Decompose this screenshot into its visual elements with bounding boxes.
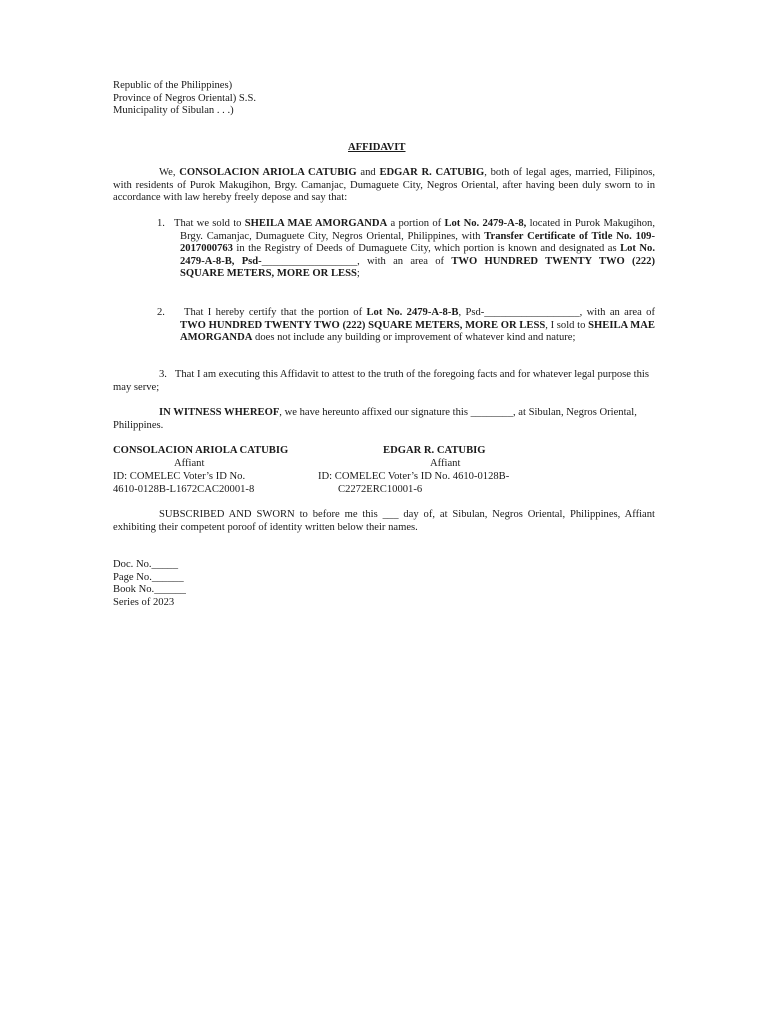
affiant-1-id-line-1: ID: COMELEC Voter’s ID No. (113, 471, 246, 482)
page-number: Page No.______ (113, 571, 184, 583)
doc-number: Doc. No._____ (113, 559, 179, 570)
affiant-2-id-line-2: C2272ERC10001-6 (338, 484, 423, 495)
venue-block (113, 80, 256, 118)
affiant-2-label: Affiant (430, 458, 461, 469)
affiant-1-id-line-2: 4610-0128B-L1672CAC20001-8 (113, 484, 255, 495)
affiant-name-2: EDGAR R. CATUBIG (379, 167, 485, 178)
item-1-text: That we sold to SHEILA MAE AMORGANDA a portion of Lot No. 2479-A-8, located in Purok Makugihon, Brgy. Camanjac, Dumaguete City, Negros Oriental, Philippines, with Transfer Certificate of Title No. 109-2017000763 in the Registry of Deeds of Dumaguete City, which portion is known and designated as Lot No. 2479-A-8-B, Psd-__________________, with an area of TWO HUNDRED TWENTY TWO (222) SQUARE METERS, MORE OR LESS; (174, 218, 655, 280)
notarial-block (113, 559, 186, 609)
affiant-1-name: CONSOLACION ARIOLA CATUBIG (113, 445, 289, 456)
series-year: Series of 2023 (113, 596, 175, 608)
intro-paragraph: We, CONSOLACION ARIOLA CATUBIG and EDGAR R. CATUBIG, both of legal ages, married, Filipinos, with residents of Purok Makugihon, Brgy. Camanjac, Dumaguete City, Negros Oriental, after having been duly sworn to in accordance with law hereby freely depose and say that: (113, 167, 655, 204)
document-title: AFFIDAVIT (348, 142, 406, 153)
affiant-1-label: Affiant (174, 458, 205, 469)
item-2-text: That I hereby certify that the portion of Lot No. 2479-A-8-B, Psd-__________________, with an area of TWO HUNDRED TWENTY TWO (222) SQUARE METERS, MORE OR LESS, I sold to SHEILA MAE AMORGANDA does not include any building or improvement of whatever kind and nature; (180, 307, 655, 344)
item-1-number: 1. (157, 218, 165, 229)
venue-line-1: Republic of the Philippines) (113, 80, 233, 91)
jurat-paragraph: SUBSCRIBED AND SWORN to before me this ___ day of, at Sibulan, Negros Oriental, Philippines, Affiant exhibiting their competent poroof of identity written below their names. (113, 509, 655, 533)
item-3-number: 3. (159, 369, 167, 380)
item-3-text: 3. That I am executing this Affidavit to attest to the truth of the foregoing facts and for whatever legal purpose this may serve; (113, 369, 649, 393)
venue-line-2: Province of Negros Oriental) S.S. (113, 92, 256, 104)
book-number: Book No.______ (113, 584, 186, 596)
affiant-name-1: CONSOLACION ARIOLA CATUBIG (179, 167, 357, 178)
affiant-2-name: EDGAR R. CATUBIG (383, 445, 486, 456)
witness-paragraph: IN WITNESS WHEREOF, we have hereunto affixed our signature this ________, at Sibulan, Negros Oriental, Philippines. (113, 407, 637, 431)
item-2-number: 2. (157, 307, 165, 318)
affiant-2-id-line-1: ID: COMELEC Voter’s ID No. 4610-0128B- (318, 471, 510, 482)
venue-line-3: Municipality of Sibulan . . .) (113, 105, 234, 117)
